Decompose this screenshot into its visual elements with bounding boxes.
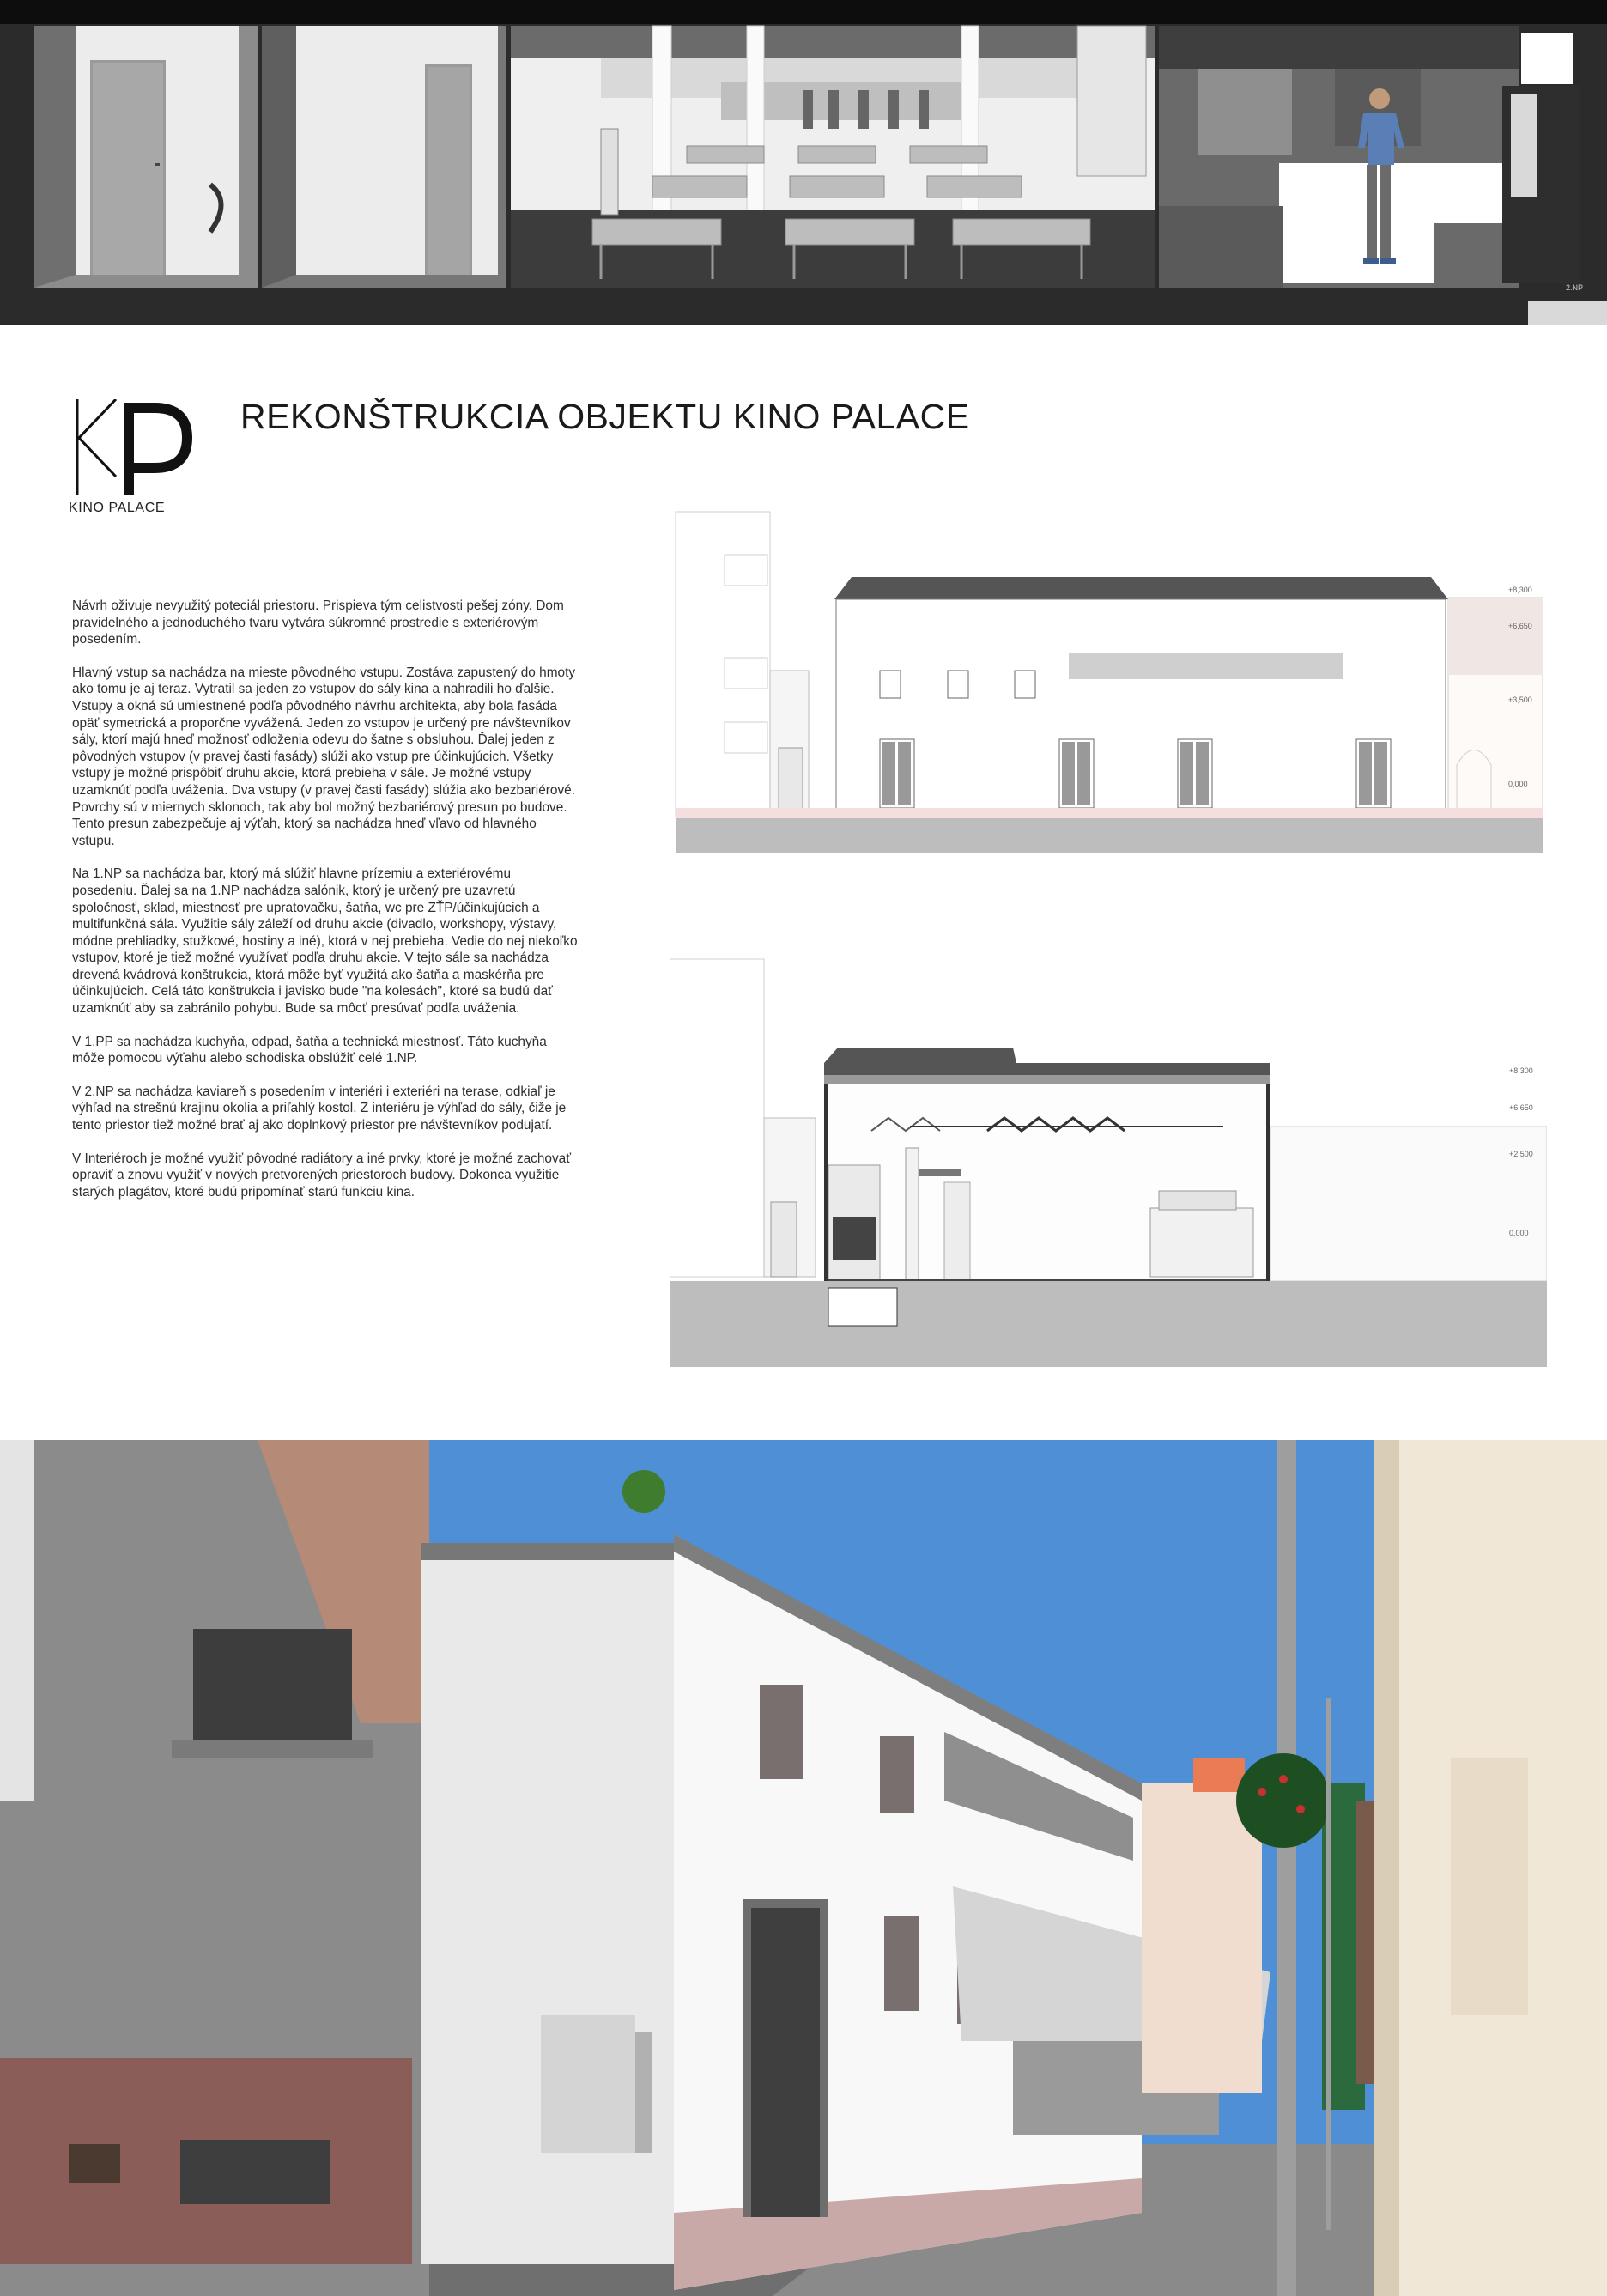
interior-render bbox=[0, 0, 1607, 325]
description-text bbox=[72, 598, 579, 1217]
section-level-1: +8,300 bbox=[1509, 1066, 1533, 1075]
description-paragraph-5: V 2.NP sa nachádza kaviareň s posedením v interiéri i exteriéri na terase, odkiaľ je výhľad na strešnú krajinu okolia a priľahlý kostol. Z interiéru je výhľad do sály, čiže je tento priestor tiež možné brať aj ako doplnkový priestor pre návštevníkov podujatí. bbox=[72, 1084, 567, 1133]
elevation-level-3: +3,500 bbox=[1508, 695, 1532, 704]
elevation-level-1: +8,300 bbox=[1508, 586, 1532, 594]
street-visualization-illustration bbox=[0, 1440, 1607, 2296]
section-level-3: +2,500 bbox=[1509, 1150, 1533, 1158]
logo-caption: KINO PALACE bbox=[69, 501, 166, 515]
elevation-illustration bbox=[671, 503, 1547, 855]
description-paragraph-1: Návrh oživuje nevyužitý poteciál priestoru. Prispieva tým celistvosti pešej zóny. Dom pravidelného a jednoduchého tvaru vytvára súkromné prostredie s exteriérovým posedením. bbox=[72, 598, 564, 647]
description-paragraph-4: V 1.PP sa nachádza kuchyňa, odpad, šatňa a technická miestnosť. Táto kuchyňa môže pomocou výťahu alebo schodiska obslúžiť celé 1.NP. bbox=[72, 1034, 547, 1066]
section-level-2: +6,650 bbox=[1509, 1103, 1533, 1112]
interior-render-illustration bbox=[0, 0, 1607, 325]
description-paragraph-6: V Interiéroch je možné využiť pôvodné radiátory a iné prvky, ktoré je možné zachovať opraviť a znovu využiť v nových pretvorených priestoroch budovy. Dokonca využitie starých plagátov, ktoré budú pripomínať starú funkciu kina. bbox=[72, 1151, 571, 1200]
floor-label: 2.NP bbox=[1566, 283, 1584, 292]
street-visualization bbox=[0, 1440, 1607, 2296]
page-title: REKONŠTRUKCIA OBJEKTU KINO PALACE bbox=[240, 397, 970, 436]
description-paragraph-2: Hlavný vstup sa nachádza na mieste pôvodného vstupu. Zostáva zapustený do hmoty ako tomu je aj teraz. Vytratil sa jeden zo vstupov do sály kina a nahradili ho ďalšie. Vstupy a okná sú umiestnené podľa pôvodného návrhu architekta, aby bola fasáda opäť symetrická a proporčne vyvážená. Jeden zo vstupov je určený pre návštevníkov sály, ktorí majú hneď možnosť odloženia odevu do šatne s obsluhou. Ďalej jeden z pôvodných vstupov (v pravej časti fasády) slúži ako vstup pre účinkujúcich. Všetky vstupy je možné prispôbiť druhu akcie, ktorá prebieha v sále. Je možné vstupy uzamknúť podľa uváženia. Dva vstupy (v pravej časti fasády) slúžia ako bezbariérové. Povrchy sú v miernych sklonoch, tak aby bol možný bezbariérový presun po budove. Tento presun zabezpečuje aj výťah, ktorý sa nachádza hneď vľavo od hlavného vstupu. bbox=[72, 665, 576, 848]
kino-palace-logo bbox=[69, 399, 206, 519]
elevation-drawing bbox=[671, 503, 1547, 855]
section-level-4: 0,000 bbox=[1509, 1229, 1529, 1237]
section-illustration bbox=[670, 955, 1547, 1374]
description-paragraph-3: Na 1.NP sa nachádza bar, ktorý má slúžiť hlavne prízemiu a exteriérovému posedeniu. Ďalej sa na 1.NP nachádza salónik, ktorý je určený pre uzavretú spoločnosť, sklad, miestnosť pre upratovačku, šatňa, wc pre ZŤP/účinkujúcich a multifunkčná sála. Využitie sály záleží od druhu akcie (divadlo, workshopy, výstavy, módne prehliadky, stužkové, hostiny a iné), ktorá v nej prebieha. Vedie do nej niekoľko vstupov, ktoré je tiež možné využívať podľa druhu akcie. V tejto sále sa nachádza drevená kvádrová konštrukcia, ktorá môže byť využitá ako šatňa a maskérňa pre účinkujúcich. Celá táto konštrukcia i javisko bude "na kolesách", ktoré sa budú dať uzamknúť aby sa zabránilo pohybu. Bude sa môcť presúvať podľa uváženia. bbox=[72, 866, 578, 1017]
elevation-level-2: +6,650 bbox=[1508, 622, 1532, 630]
section-drawing bbox=[670, 955, 1547, 1374]
elevation-level-4: 0,000 bbox=[1508, 780, 1528, 788]
